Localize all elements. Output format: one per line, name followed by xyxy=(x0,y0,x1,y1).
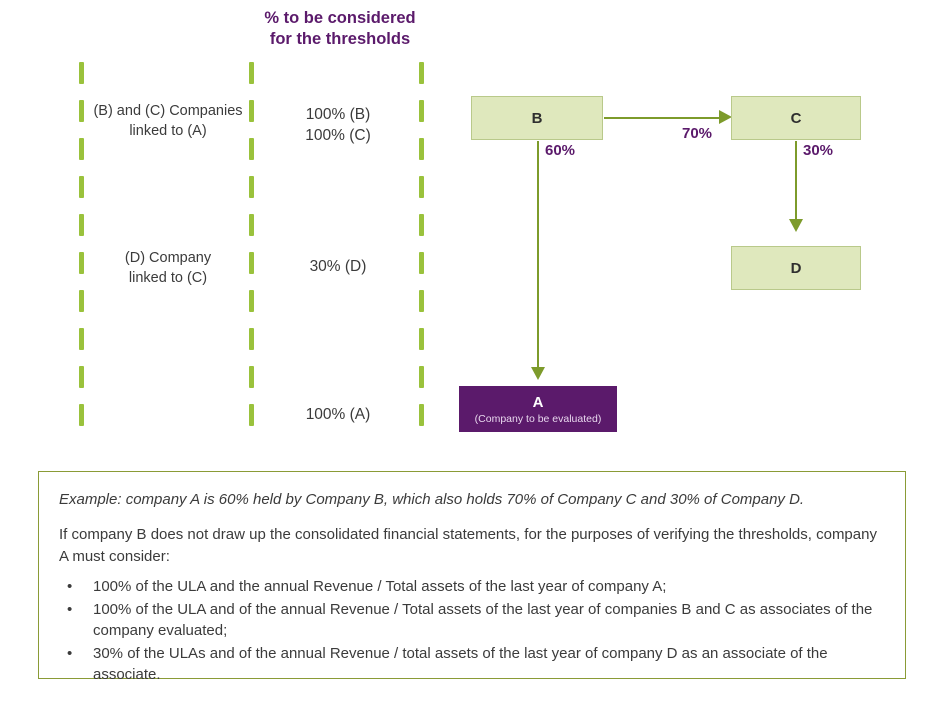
row-percent-d xyxy=(258,257,418,278)
node-box-b-label: B xyxy=(531,109,543,127)
note-intro-text: If company B does not draw up the consolidated financial statements, for the purposes of verifying the thresholds, company A must consider: xyxy=(59,526,877,565)
row-label-bc-line2: linked to (A) xyxy=(129,122,207,139)
dashed-separator-left xyxy=(79,62,84,454)
list-item-text: 100% of the ULA and of the annual Revenue / Total assets of the last year of companies B and C as associates of the company evaluated; xyxy=(93,600,873,639)
arrow-c-to-d-line xyxy=(795,141,797,221)
row-percent-b: 100% (B) xyxy=(305,106,371,123)
arrow-b-to-a-head-icon xyxy=(531,367,545,380)
row-label-d-line1: (D) Company xyxy=(124,250,212,266)
column-header-line2: for the thresholds xyxy=(269,30,411,49)
node-box-c-label: C xyxy=(790,109,802,127)
row-label-d-line2: linked to (C) xyxy=(128,269,208,286)
column-header-line1: % to be considered xyxy=(264,9,416,27)
row-label-d xyxy=(88,249,248,288)
node-box-a xyxy=(459,386,617,432)
edge-label-b-to-c: 70% xyxy=(682,125,713,142)
row-percent-d-value: 30% (D) xyxy=(309,258,367,275)
row-label-bc xyxy=(88,102,248,141)
note-example-text: Example: company A is 60% held by Company B, which also holds 70% of Company C and 30% of Company D. xyxy=(59,491,805,508)
list-item xyxy=(59,643,885,685)
edge-label-b-to-a: 60% xyxy=(545,142,576,159)
node-box-c xyxy=(731,96,861,140)
row-percent-a-value: 100% (A) xyxy=(305,406,371,423)
explanatory-note-box xyxy=(38,471,906,683)
row-percent-bc xyxy=(258,105,418,147)
list-item xyxy=(59,576,885,597)
note-bullet-list xyxy=(59,576,885,685)
dashed-separator-middle xyxy=(249,62,254,454)
bullet-icon: • xyxy=(67,577,73,595)
row-label-bc-line1: (B) and (C) Companies xyxy=(93,103,243,119)
bullet-icon: • xyxy=(67,644,73,662)
row-percent-c: 100% (C) xyxy=(305,126,371,144)
node-box-a-sublabel: (Company to be evaluated) xyxy=(474,412,602,425)
edge-label-c-to-d: 30% xyxy=(803,142,834,159)
node-box-d xyxy=(731,246,861,290)
list-item-text: 30% of the ULAs and of the annual Revenue / total assets of the last year of company D as an associate of the associate. xyxy=(93,644,828,683)
row-percent-a xyxy=(258,405,418,426)
arrow-b-to-a-line xyxy=(537,141,539,369)
node-box-a-label: A xyxy=(532,393,544,411)
arrow-c-to-d-head-icon xyxy=(789,219,803,232)
arrow-b-to-c-line xyxy=(604,117,721,119)
node-box-b xyxy=(471,96,603,140)
dashed-separator-right xyxy=(419,62,424,454)
node-box-d-label: D xyxy=(790,259,802,277)
bullet-icon: • xyxy=(67,600,73,618)
list-item xyxy=(59,599,885,641)
list-item-text: 100% of the ULA and the annual Revenue / Total assets of the last year of company A; xyxy=(93,577,667,595)
column-header-thresholds xyxy=(252,8,428,51)
